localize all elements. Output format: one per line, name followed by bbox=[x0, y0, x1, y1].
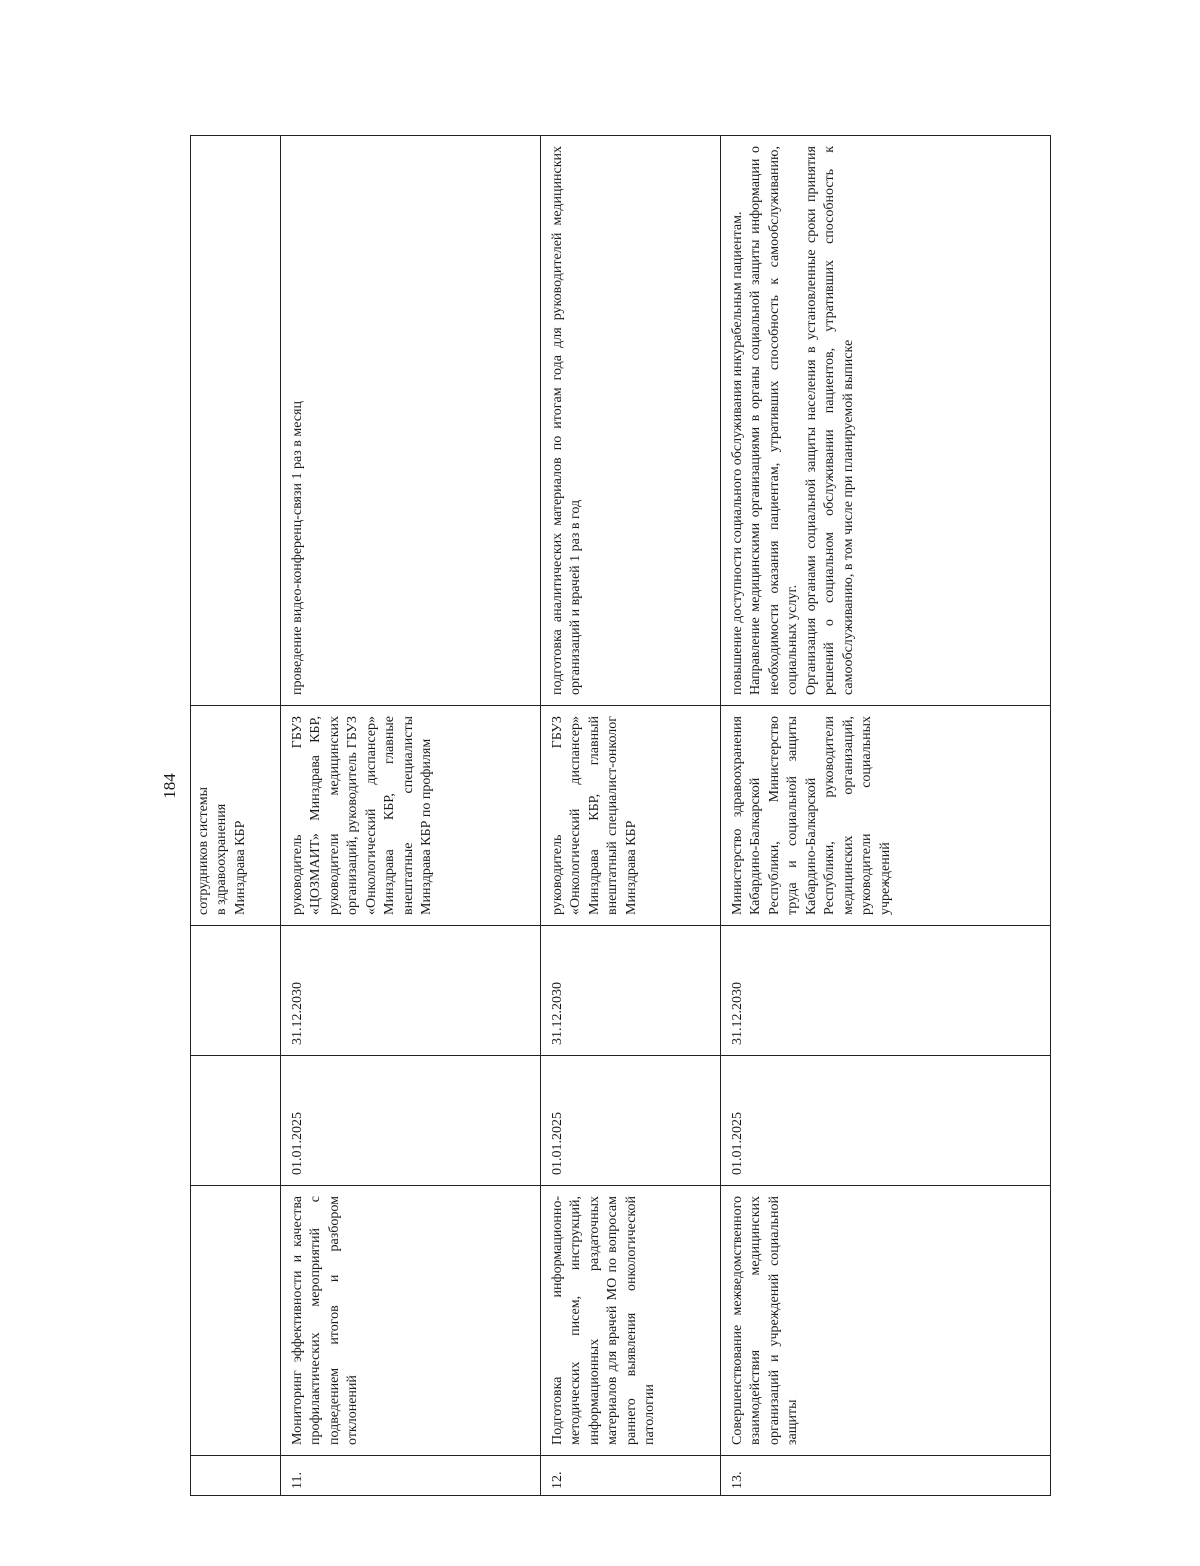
measure-name: Мониторинг эффективности и качества профилактических мероприятий с подведением итогов и разбором отклонений bbox=[281, 1186, 541, 1456]
expected-result: подготовка аналитических материалов по итогам года для руководителей медицинских организаций и врачей 1 раз в год bbox=[541, 136, 721, 706]
expected-result: повышение доступности социального обслуживания инкурабельным пациентам. Направление медицинскими организациями в органы социальной защиты информации о необходимости оказания пациентам, утративших способность к самообслуживанию, социальных услуг. Организация органами социальной защиты населения в установленные сроки принятия решений о социальном обслуживании пациентов, утративших способность к самообслуживанию, в том числе при планируемой выписке bbox=[721, 136, 1051, 706]
expected-result: проведение видео-конференц-связи 1 раз в месяц bbox=[281, 136, 541, 706]
measure-name: Совершенствование межведомственного взаимодействия медицинских организаций и учреждений социальной защиты bbox=[721, 1186, 1051, 1456]
page-number: 184 bbox=[160, 773, 179, 799]
plan-table bbox=[190, 135, 1051, 1496]
responsible-party: сотрудников системы в здравоохранения Минздрава КБР bbox=[191, 706, 281, 926]
row-number bbox=[191, 1456, 281, 1496]
row-number: 11. bbox=[281, 1456, 541, 1496]
table-row bbox=[541, 136, 721, 1496]
table-row bbox=[191, 136, 281, 1496]
end-date: 31.12.2030 bbox=[541, 926, 721, 1056]
table-row bbox=[721, 136, 1051, 1496]
start-date: 01.01.2025 bbox=[721, 1056, 1051, 1186]
responsible-party: руководитель ГБУЗ «Онкологический диспансер» Минздрава КБР, главный внештатный специалист-онколог Минздрава КБР bbox=[541, 706, 721, 926]
expected-result bbox=[191, 136, 281, 706]
row-number: 12. bbox=[541, 1456, 721, 1496]
start-date: 01.01.2025 bbox=[541, 1056, 721, 1186]
table-row bbox=[281, 136, 541, 1496]
start-date bbox=[191, 1056, 281, 1186]
measure-name: Подготовка информационно-методических писем, инструкций, информационных раздаточных материалов для врачей МО по вопросам раннего выявления онкологической патологии bbox=[541, 1186, 721, 1456]
responsible-party: руководитель ГБУЗ «ЦОЗМАИТ» Минздрава КБР, руководители медицинских организаций, руководитель ГБУЗ «Онкологический диспансер» Минздрава КБР, главные внештатные специалисты Минздрава КБР по профилям bbox=[281, 706, 541, 926]
responsible-party: Министерство здравоохранения Кабардино-Балкарской Республики, Министерство труда и социальной защиты Кабардино-Балкарской Республики, руководители медицинских организаций, руководители социальных учреждений bbox=[721, 706, 1051, 926]
end-date bbox=[191, 926, 281, 1056]
end-date: 31.12.2030 bbox=[281, 926, 541, 1056]
row-number: 13. bbox=[721, 1456, 1051, 1496]
end-date: 31.12.2030 bbox=[721, 926, 1051, 1056]
measure-name bbox=[191, 1186, 281, 1456]
start-date: 01.01.2025 bbox=[281, 1056, 541, 1186]
